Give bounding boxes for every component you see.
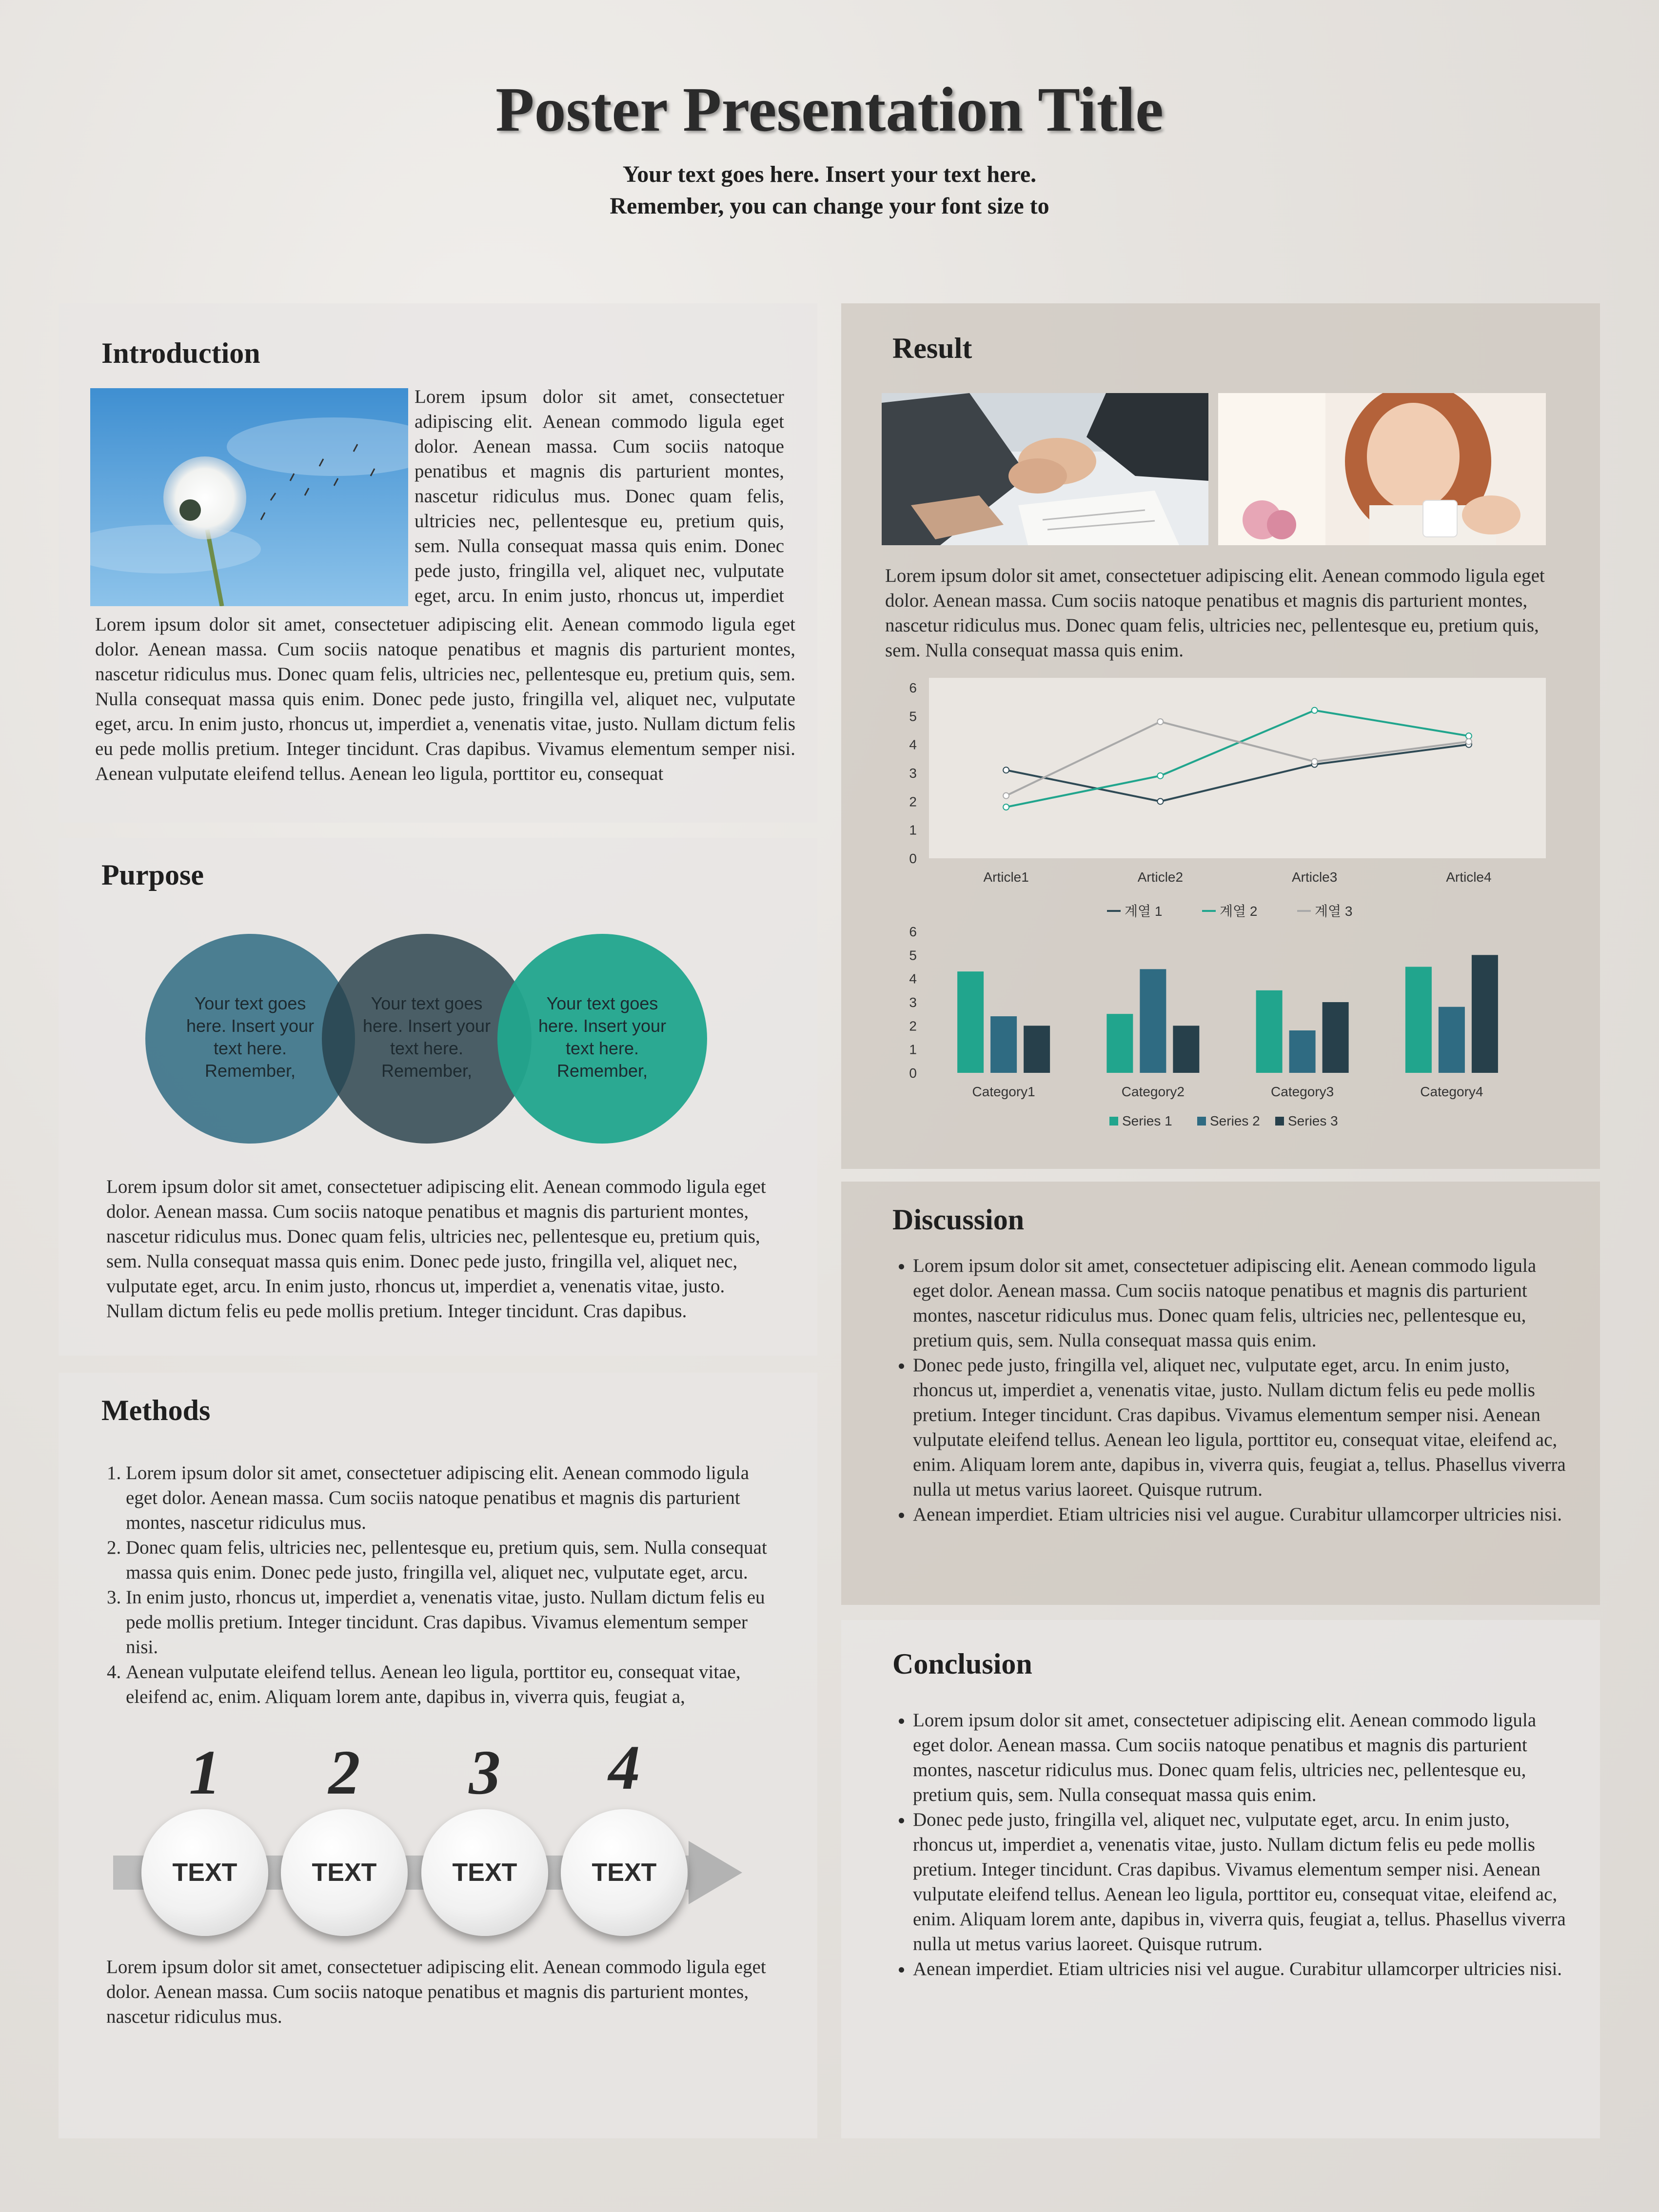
introduction-wrap-text: Lorem ipsum dolor sit amet, consectetuer adipiscing elit. Aenean commodo ligula eget dolor. Aenean massa. Cum sociis natoque penatibus et magnis dis parturient montes, nascetur ridiculus mus. Donec quam felis, ultricies nec, pellentesque eu, pretium quis, sem. Nulla consequat massa quis enim. Donec pede justo, fringilla vel, aliquet nec, vulputate eget, arcu. In enim justo, rhoncus ut, imperdiet <box>415 386 784 606</box>
purpose-text: Lorem ipsum dolor sit amet, consectetuer adipiscing elit. Aenean commodo ligula eget dolor. Aenean massa. Cum sociis natoque penatibus et magnis dis parturient montes, nascetur ridiculus mus. Donec quam felis, ultricies nec, pellentesque eu, pretium quis, sem. Nulla consequat massa quis enim. Donec pede justo, fringilla vel, aliquet nec, vulputate eget, arcu. In enim justo, rhoncus ut, imperdiet a, venenatis vitae, justo. Nullam dictum felis eu pede mollis pretium. Integer tincidunt. Cras dapibus. <box>106 1176 766 1322</box>
y-tick-label: 2 <box>909 1018 917 1034</box>
bar-chart <box>873 922 1556 1136</box>
bar <box>1106 1014 1133 1073</box>
venn-diagram <box>145 934 716 1148</box>
conclusion-heading: Conclusion <box>892 1648 1032 1680</box>
discussion-heading: Discussion <box>892 1204 1025 1236</box>
bar <box>1140 969 1166 1073</box>
introduction-text: Lorem ipsum dolor sit amet, consectetuer adipiscing elit. Aenean commodo ligula eget dolor. Aenean massa. Cum sociis natoque penatibus et magnis dis parturient montes, nascetur ridiculus mus. Donec quam felis, ultricies nec, pellentesque eu, pretium quis, sem. Nulla consequat massa quis enim. Donec pede justo, fringilla vel, aliquet nec, vulputate eget, arcu. In enim justo, rhoncus ut, imperdiet a, venenatis vitae, justo. Nullam dictum felis eu pede mollis pretium. Integer tincidunt. Cras dapibus. Vivamus elementum semper nisi. Aenean vulputate eleifend tellus. Aenean leo ligula, porttitor eu, consequat <box>95 614 795 784</box>
methods-heading: Methods <box>101 1394 211 1426</box>
x-tick-label: Article1 <box>983 869 1029 885</box>
data-point <box>1157 773 1163 779</box>
data-point <box>1466 739 1472 745</box>
conclusion-bullet: • Lorem ipsum dolor sit amet, consectetuer adipiscing elit. Aenean commodo ligula eget dolor. Aenean massa. Cum sociis natoque penatibus et magnis dis parturient montes, nascetur ridiculus mus. Donec quam felis, ultricies nec, pellentesque eu, pretium quis, sem. Nulla consequat massa quis enim. <box>913 1708 1569 1807</box>
poster-title: Poster Presentation Title <box>495 75 1164 145</box>
venn-circle-3-text: Your text goes here. Insert your text here. Remember, <box>538 993 667 1081</box>
venn-circle-1-text: Your text goes here. Insert your text here. Remember, <box>186 993 315 1081</box>
bar <box>1472 955 1498 1073</box>
x-tick-label: Article2 <box>1137 869 1184 885</box>
x-tick-label: Category1 <box>972 1084 1035 1099</box>
conclusion-list <box>913 1708 1569 1981</box>
y-tick-label: 1 <box>909 822 917 838</box>
step-ball-2: TEXT <box>281 1809 408 1936</box>
arrow-head-icon <box>689 1841 747 1904</box>
y-tick-label: 0 <box>909 851 917 866</box>
bar <box>1323 1002 1349 1073</box>
bar <box>990 1016 1017 1073</box>
legend-label: Series 1 <box>1122 1113 1172 1128</box>
data-point <box>1003 767 1009 773</box>
data-point <box>1157 719 1163 725</box>
discussion-bullet: • Lorem ipsum dolor sit amet, consectetuer adipiscing elit. Aenean commodo ligula eget dolor. Aenean massa. Cum sociis natoque penatibus et magnis dis parturient montes, nascetur ridiculus mus. Donec quam felis, ultricies nec, pellentesque eu, pretium quis, sem. Nulla consequat massa quis enim. <box>913 1253 1569 1353</box>
purpose-heading: Purpose <box>101 859 204 891</box>
methods-item: 3. In enim justo, rhoncus ut, imperdiet a, venenatis vitae, justo. Nullam dictum felis eu pede mollis pretium. Integer tincidunt. Cras dapibus. Vivamus elementum semper nisi. <box>126 1585 784 1659</box>
legend-label: 계열 3 <box>1315 904 1353 919</box>
line-chart <box>873 673 1556 927</box>
y-tick-label: 2 <box>909 794 917 810</box>
bar <box>1405 967 1432 1073</box>
data-point <box>1003 793 1009 799</box>
y-tick-label: 6 <box>909 924 917 939</box>
bar <box>1173 1026 1199 1073</box>
methods-item: 1. Lorem ipsum dolor sit amet, consectetuer adipiscing elit. Aenean commodo ligula eget dolor. Aenean massa. Cum sociis natoque penatibus et magnis dis parturient montes, nascetur ridiculus mus. <box>126 1461 784 1535</box>
step-number-1: 1 <box>189 1738 221 1808</box>
methods-list <box>126 1461 784 1709</box>
step-number-4: 4 <box>608 1733 640 1803</box>
y-tick-label: 5 <box>909 948 917 963</box>
dandelion-photo <box>90 388 408 606</box>
x-tick-label: Article4 <box>1446 869 1492 885</box>
bar <box>1439 1007 1465 1073</box>
legend-label: 계열 2 <box>1220 904 1258 919</box>
step-ball-4: TEXT <box>561 1809 688 1936</box>
step-number-3: 3 <box>469 1738 501 1808</box>
step-number-2: 2 <box>328 1738 360 1808</box>
y-tick-label: 5 <box>909 709 917 724</box>
process-steps <box>113 1733 747 1941</box>
legend-swatch <box>1275 1117 1284 1126</box>
x-tick-label: Category4 <box>1420 1084 1483 1099</box>
data-point <box>1157 798 1163 804</box>
y-tick-label: 4 <box>909 971 917 987</box>
bar <box>1024 1026 1050 1073</box>
bar <box>1256 990 1283 1073</box>
methods-item: 4. Aenean vulputate eleifend tellus. Aenean leo ligula, porttitor eu, consequat vitae, eleifend ac, enim. Aliquam lorem ante, dapibus in, viverra quis, feugiat a, <box>126 1659 784 1709</box>
y-tick-label: 0 <box>909 1066 917 1081</box>
y-tick-label: 1 <box>909 1042 917 1057</box>
data-point <box>1466 733 1472 739</box>
legend-swatch <box>1109 1117 1118 1126</box>
x-tick-label: Category2 <box>1121 1084 1185 1099</box>
methods-text: Lorem ipsum dolor sit amet, consectetuer adipiscing elit. Aenean commodo ligula eget dolor. Aenean massa. Cum sociis natoque penatibus et magnis dis parturient montes, nascetur ridiculus mus. <box>106 1956 766 2027</box>
data-point <box>1003 804 1009 810</box>
x-tick-label: Article3 <box>1291 869 1338 885</box>
legend-label: 계열 1 <box>1125 904 1163 919</box>
handshake-photo <box>882 393 1208 545</box>
y-tick-label: 3 <box>909 995 917 1010</box>
legend-swatch <box>1197 1117 1206 1126</box>
venn-circle-2-text: Your text goes here. Insert your text here. Remember, <box>362 993 491 1081</box>
conclusion-bullet: • Aenean imperdiet. Etiam ultricies nisi vel augue. Curabitur ullamcorper ultricies nisi. <box>913 1956 1569 1981</box>
discussion-bullet: • Aenean imperdiet. Etiam ultricies nisi vel augue. Curabitur ullamcorper ultricies nisi. <box>913 1502 1569 1527</box>
legend-label: Series 3 <box>1288 1113 1338 1128</box>
y-tick-label: 6 <box>909 680 917 695</box>
subtitle-line-1: Your text goes here. Insert your text here. <box>622 161 1037 187</box>
data-point <box>1312 708 1318 713</box>
x-tick-label: Category3 <box>1271 1084 1334 1099</box>
step-ball-1: TEXT <box>141 1809 268 1936</box>
conclusion-bullet: • Donec pede justo, fringilla vel, aliquet nec, vulputate eget, arcu. In enim justo, rhoncus ut, imperdiet a, venenatis vitae, justo. Nullam dictum felis eu pede mollis pretium. Integer tincidunt. Cras dapibus. Vivamus elementum semper nisi. Aenean vulputate eleifend tellus. Aenean leo ligula, porttitor eu, consequat vitae, eleifend ac, enim. Aliquam lorem ante, dapibus in, viverra quis, feugiat a, tellus. Phasellus viverra nulla ut metus varius laoreet. Quisque rutrum. <box>913 1807 1569 1956</box>
y-tick-label: 4 <box>909 737 917 752</box>
methods-item: 2. Donec quam felis, ultricies nec, pellentesque eu, pretium quis, sem. Nulla consequat massa quis enim. Donec pede justo, fringilla vel, aliquet nec, vulputate eget, arcu. <box>126 1535 784 1585</box>
subtitle-line-2: Remember, you can change your font size to <box>610 193 1049 219</box>
step-ball-3: TEXT <box>421 1809 548 1936</box>
data-point <box>1312 759 1318 765</box>
discussion-bullet: • Donec pede justo, fringilla vel, aliquet nec, vulputate eget, arcu. In enim justo, rhoncus ut, imperdiet a, venenatis vitae, justo. Nullam dictum felis eu pede mollis pretium. Integer tincidunt. Cras dapibus. Vivamus elementum semper nisi. Aenean vulputate eleifend tellus. Aenean leo ligula, porttitor eu, consequat vitae, eleifend ac, enim. Aliquam lorem ante, dapibus in, viverra quis, feugiat a, tellus. Phasellus viverra nulla ut metus varius laoreet. Quisque rutrum. <box>913 1353 1569 1502</box>
woman-coffee-photo <box>1218 393 1546 545</box>
introduction-heading: Introduction <box>101 337 260 369</box>
result-heading: Result <box>892 332 972 364</box>
y-tick-label: 3 <box>909 766 917 781</box>
bar <box>957 971 984 1073</box>
bar <box>1289 1030 1316 1073</box>
legend-label: Series 2 <box>1210 1113 1260 1128</box>
plot-area <box>929 678 1546 858</box>
discussion-list <box>913 1253 1569 1527</box>
result-text: Lorem ipsum dolor sit amet, consectetuer adipiscing elit. Aenean commodo ligula eget dolor. Aenean massa. Cum sociis natoque penatibus et magnis dis parturient montes, nascetur ridiculus mus. Donec quam felis, ultricies nec, pellentesque eu, pretium quis, sem. Nulla consequat massa quis enim. <box>885 565 1545 661</box>
